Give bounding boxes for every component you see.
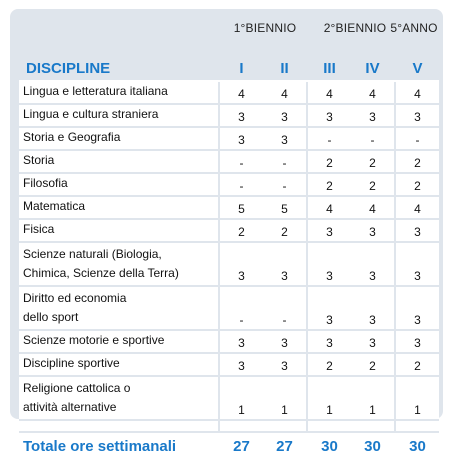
table-row — [19, 242, 439, 286]
header-col-3: III — [308, 57, 351, 81]
cell-value: 4 — [308, 196, 351, 219]
table-row — [19, 127, 439, 150]
cell-value: - — [263, 150, 306, 173]
cell-value: 4 — [263, 81, 306, 104]
group-header-second-biennium: 2°BIENNIO — [323, 21, 387, 35]
cell-value: 3 — [308, 330, 351, 353]
row-label-line: Religione cattolica o — [23, 381, 131, 395]
totals-row — [19, 432, 439, 456]
row-label: Matematica — [19, 196, 218, 219]
table-row — [19, 104, 439, 127]
row-label-line: attività alternative — [23, 400, 117, 414]
table-row — [19, 81, 439, 104]
table-row — [19, 330, 439, 353]
row-label: Discipline sportive — [19, 353, 218, 376]
row-label: Lingua e letteratura italiana — [19, 81, 218, 104]
row-label-line: Diritto ed economia — [23, 291, 127, 305]
cell-value: 4 — [396, 196, 439, 219]
table-row — [19, 150, 439, 173]
cell-value: 3 — [263, 242, 306, 286]
hours-table — [19, 57, 439, 456]
cell-value: 3 — [263, 353, 306, 376]
cell-value: 3 — [308, 242, 351, 286]
row-label: Filosofia — [19, 173, 218, 196]
cell-value: 3 — [396, 219, 439, 242]
cell-value: 2 — [351, 353, 394, 376]
total-value: 30 — [396, 432, 439, 456]
table-row — [19, 196, 439, 219]
table-header-row — [19, 57, 439, 81]
cell-value: 4 — [396, 81, 439, 104]
cell-value: 3 — [263, 127, 306, 150]
cell-value: 2 — [308, 150, 351, 173]
year-group-headers — [10, 9, 443, 57]
cell-value: 3 — [263, 104, 306, 127]
header-col-2: II — [263, 57, 306, 81]
curriculum-table-panel — [10, 9, 443, 455]
cell-value: 2 — [263, 219, 306, 242]
cell-value: 2 — [220, 219, 263, 242]
cell-value: 5 — [220, 196, 263, 219]
total-value: 30 — [308, 432, 351, 456]
table-row — [19, 376, 439, 420]
row-label: Fisica — [19, 219, 218, 242]
cell-value: 3 — [220, 330, 263, 353]
cell-value: 4 — [351, 196, 394, 219]
cell-value: 3 — [396, 330, 439, 353]
row-label: Lingua e cultura straniera — [19, 104, 218, 127]
cell-value: 2 — [396, 150, 439, 173]
cell-value: 2 — [396, 353, 439, 376]
cell-value: - — [263, 286, 306, 330]
cell-value: 4 — [220, 81, 263, 104]
cell-value: 5 — [263, 196, 306, 219]
cell-value: - — [308, 127, 351, 150]
cell-value: 1 — [351, 376, 394, 420]
cell-value: 3 — [220, 127, 263, 150]
cell-value: 3 — [308, 104, 351, 127]
cell-value: 2 — [351, 150, 394, 173]
cell-value: 1 — [396, 376, 439, 420]
cell-value: 3 — [396, 286, 439, 330]
row-label — [19, 286, 218, 330]
cell-value: 3 — [351, 104, 394, 127]
row-label-line: Scienze naturali (Biologia, — [23, 247, 162, 261]
cell-value: 1 — [263, 376, 306, 420]
total-value: 27 — [263, 432, 306, 456]
cell-value: 3 — [351, 330, 394, 353]
cell-value: 3 — [351, 286, 394, 330]
cell-value: 3 — [308, 286, 351, 330]
row-label — [19, 242, 218, 286]
cell-value: 3 — [351, 242, 394, 286]
cell-value: 3 — [396, 242, 439, 286]
header-col-1: I — [220, 57, 263, 81]
header-col-4: IV — [351, 57, 394, 81]
cell-value: 2 — [351, 173, 394, 196]
table-row-spacer — [19, 420, 439, 432]
cell-value: 3 — [220, 353, 263, 376]
group-header-first-biennium: 1°BIENNIO — [233, 21, 297, 35]
cell-value: - — [396, 127, 439, 150]
cell-value: 1 — [308, 376, 351, 420]
cell-value: 2 — [308, 353, 351, 376]
cell-value: - — [220, 150, 263, 173]
header-discipline: DISCIPLINE — [19, 57, 218, 81]
row-label-line: Chimica, Scienze della Terra) — [23, 266, 179, 280]
cell-value: 3 — [351, 219, 394, 242]
cell-value: 2 — [308, 173, 351, 196]
cell-value: 4 — [351, 81, 394, 104]
table-row — [19, 173, 439, 196]
cell-value: - — [263, 173, 306, 196]
table-row — [19, 286, 439, 330]
table-row — [19, 353, 439, 376]
row-label: Storia e Geografia — [19, 127, 218, 150]
totals-label: Totale ore settimanali — [19, 432, 218, 456]
cell-value: - — [351, 127, 394, 150]
row-label: Storia — [19, 150, 218, 173]
table-row — [19, 219, 439, 242]
cell-value: 2 — [396, 173, 439, 196]
cell-value: - — [220, 173, 263, 196]
row-label — [19, 376, 218, 420]
cell-value: 3 — [308, 219, 351, 242]
cell-value: 3 — [220, 242, 263, 286]
cell-value: 1 — [220, 376, 263, 420]
cell-value: 3 — [263, 330, 306, 353]
cell-value: 3 — [396, 104, 439, 127]
cell-value: 3 — [220, 104, 263, 127]
row-label-line: dello sport — [23, 310, 79, 324]
total-value: 27 — [220, 432, 263, 456]
group-header-fifth-year: 5°ANNO — [390, 21, 438, 35]
total-value: 30 — [351, 432, 394, 456]
cell-value: - — [220, 286, 263, 330]
cell-value: 4 — [308, 81, 351, 104]
row-label: Scienze motorie e sportive — [19, 330, 218, 353]
header-col-5: V — [396, 57, 439, 81]
